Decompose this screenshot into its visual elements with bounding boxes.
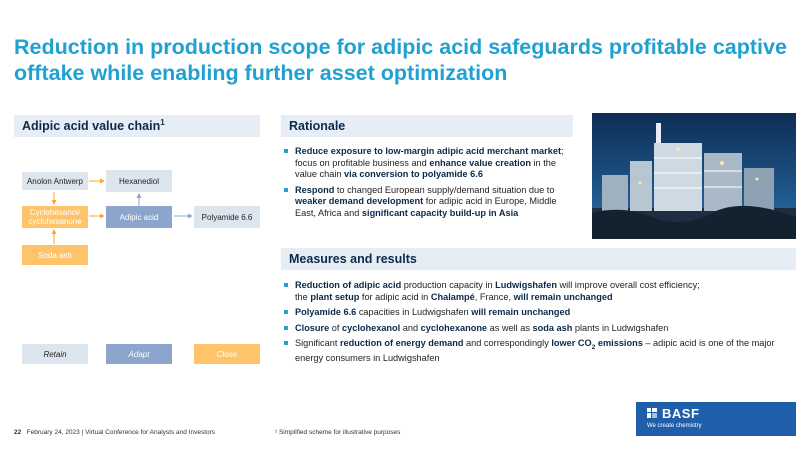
box-soda-ash: Soda ash	[22, 245, 88, 265]
footer-left	[14, 429, 215, 436]
text: , France,	[474, 291, 514, 302]
text-bold: Respond	[295, 184, 335, 195]
measures-item	[284, 323, 794, 335]
rationale-item	[284, 185, 574, 220]
logo-name: BASF	[662, 406, 700, 421]
text: Significant	[295, 338, 340, 348]
rationale-list	[284, 146, 574, 223]
value-chain-arrows	[0, 0, 280, 280]
text: lower CO	[551, 338, 592, 348]
measures-item	[284, 280, 794, 303]
page-title: Reduction in production scope for adipic acid safeguards profitable captive offtake while enabling further asset optimization	[14, 35, 787, 85]
logo-tagline: We create chemistry	[647, 423, 702, 429]
text: production capacity in	[401, 280, 496, 290]
measures-item	[284, 307, 794, 319]
text-bold: soda ash	[532, 322, 573, 333]
text: in the value chain	[295, 157, 556, 179]
value-chain-header-text: Adipic acid value chain	[22, 119, 161, 133]
text-bold: enhance value creation	[429, 157, 531, 168]
legend-close: Close	[194, 344, 260, 364]
box-cyclohexanol-line1: Cyclohexanol/	[29, 208, 81, 217]
rationale-item	[284, 146, 574, 181]
footer-date-event: February 24, 2023 | Virtual Conference for Analysts and Investors	[26, 429, 216, 436]
footnote-mark: 1	[160, 117, 165, 127]
text-bold	[551, 338, 643, 351]
text: of	[329, 322, 342, 333]
legend-retain: Retain	[22, 344, 88, 364]
text-bold: Closure	[295, 322, 330, 333]
text: as well as	[487, 322, 533, 333]
text: and	[400, 322, 421, 333]
text: ; focus on profitable business and	[295, 146, 564, 168]
measures-item	[284, 338, 794, 365]
text-bold: Reduce exposure to low-margin adipic acid merchant market	[295, 146, 562, 156]
text: emissions	[595, 338, 643, 348]
legend-adapt: Adapt	[106, 344, 172, 364]
box-polyamide: Polyamide 6.6	[194, 206, 260, 228]
text: the	[295, 291, 311, 302]
box-hexanediol: Hexanediol	[106, 170, 172, 192]
text-bold: weaker demand development	[295, 196, 424, 206]
text: and correspondingly	[463, 338, 552, 348]
footnote: ¹ Simplified scheme for illustrative purposes	[275, 429, 401, 436]
box-adipic-acid: Adipic acid	[106, 206, 172, 228]
text-bold: Chalampé	[430, 291, 475, 302]
measures-list	[284, 280, 794, 369]
text-bold: cyclohexanone	[420, 322, 488, 333]
box-cyclohexanol	[22, 206, 88, 228]
text-bold: reduction of energy demand	[339, 338, 464, 348]
subscript: 2	[591, 343, 596, 351]
text-bold: plant setup	[310, 291, 360, 302]
box-anolon-antwerp: Anolon Antwerp	[22, 172, 88, 190]
text-bold: via conversion to polyamide 6.6	[344, 169, 483, 179]
rationale-header: Rationale	[281, 115, 573, 137]
plant-photo-art	[592, 113, 796, 239]
text-bold: will remain unchanged	[513, 291, 613, 302]
text-bold: Reduction of adipic acid	[295, 280, 402, 290]
page-number: 22	[14, 429, 22, 436]
text: to changed European supply/demand situation due to	[334, 184, 555, 195]
text: will improve overall cost efficiency;	[556, 280, 700, 290]
text: capacities in Ludwigshafen	[356, 307, 472, 317]
text-bold: will remain unchanged	[471, 307, 571, 317]
text-bold: Polyamide 6.6	[295, 307, 357, 317]
box-cyclohexanol-line2: cyclohexanone	[28, 217, 82, 226]
basf-logo	[636, 402, 796, 436]
text-bold: cyclohexanol	[342, 322, 401, 333]
text: for adipic acid in Europe, Middle East, Africa and	[295, 196, 557, 218]
text-bold: Ludwigshafen	[495, 280, 557, 290]
text-bold: significant capacity build-up in Asia	[361, 207, 519, 218]
basf-logo-icon	[647, 408, 657, 418]
text: for adipic acid in	[359, 291, 431, 302]
text: – adipic acid is one of the major energy consumers in Ludwigshafen	[295, 338, 775, 364]
plant-photo	[592, 113, 796, 239]
measures-header: Measures and results	[281, 248, 796, 270]
text: plants in Ludwigshafen	[572, 322, 669, 333]
